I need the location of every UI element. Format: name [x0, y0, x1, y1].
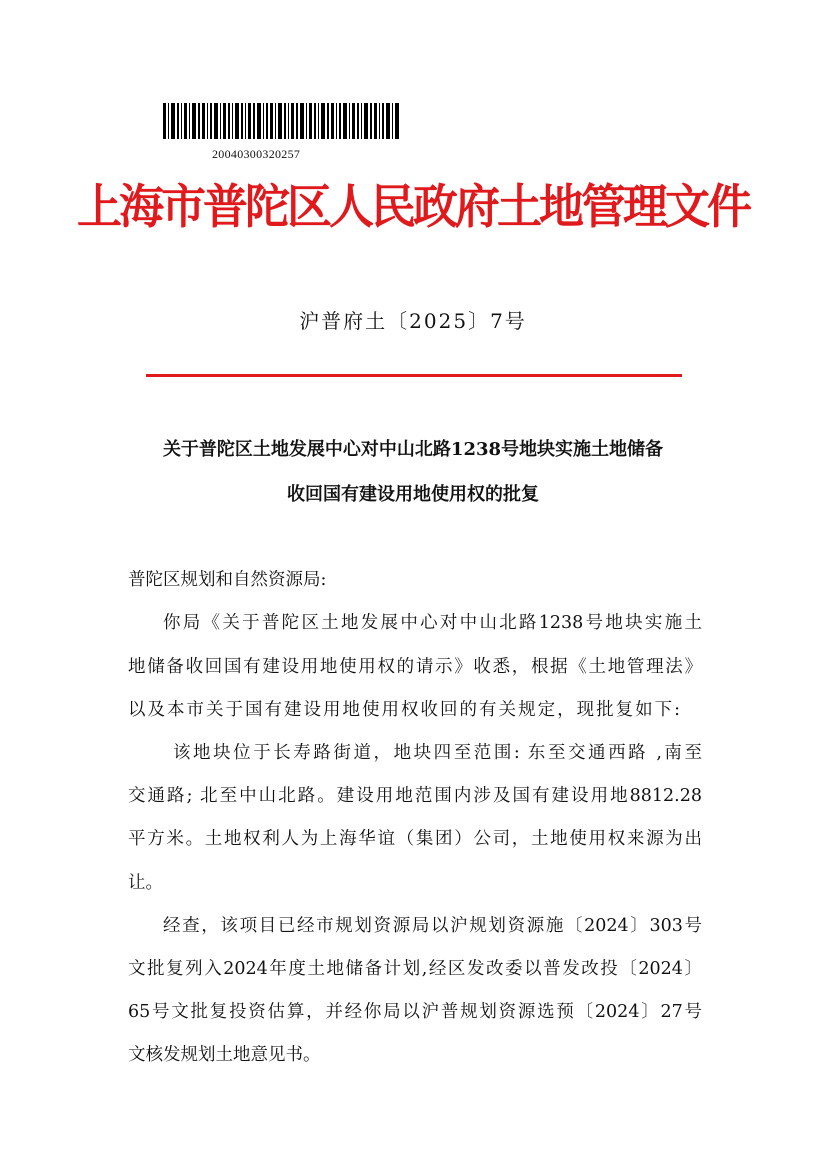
- document-header-title: 上海市普陀区人民政府土地管理文件: [76, 178, 749, 235]
- subject-line-1: 关于普陀区土地发展中心对中山北路1238号地块实施土地储备: [162, 439, 664, 460]
- paragraph-1-line-2: 地储备收回国有建设用地使用权的请示》收悉，根据《土地管理法》: [128, 657, 702, 677]
- paragraph-1-line-3: 以及本市关于国有建设用地使用权收回的有关规定，现批复如下:: [128, 700, 680, 720]
- paragraph-2-line-3: 平方米。土地权利人为上海华谊（集团）公司，土地使用权来源为出: [128, 829, 702, 849]
- paragraph-2-line-4: 让。: [128, 873, 163, 893]
- paragraph-3-line-3: 65号文批复投资估算，并经你局以沪普规划资源选预〔2024〕27号: [128, 1002, 702, 1022]
- barcode-image: [163, 103, 399, 139]
- paragraph-2-line-2: 交通路; 北至中山北路。建设用地范围内涉及国有建设用地8812.28: [128, 786, 702, 806]
- paragraph-1-line-1: 你局《关于普陀区土地发展中心对中山北路1238号地块实施土: [163, 613, 702, 633]
- addressee: 普陀区规划和自然资源局:: [128, 570, 327, 590]
- paragraph-2-line-1: 该地块位于长寿路街道，地块四至范围: 东至交通西路 ,南至: [173, 743, 702, 763]
- paragraph-3-line-1: 经查，该项目已经市规划资源局以沪规划资源施〔2024〕303号: [163, 916, 702, 936]
- subject-line-2: 收回国有建设用地使用权的批复: [287, 484, 539, 505]
- paragraph-3-line-2: 文批复列入2024年度土地储备计划,经区发改委以普发改投〔2024〕: [128, 959, 702, 979]
- barcode-number: 20040300320257: [212, 147, 301, 161]
- paragraph-3-line-4: 文核发规划土地意见书。: [128, 1045, 321, 1065]
- document-number: 沪普府土〔2025〕7号: [299, 309, 527, 333]
- red-divider-line: [146, 374, 682, 377]
